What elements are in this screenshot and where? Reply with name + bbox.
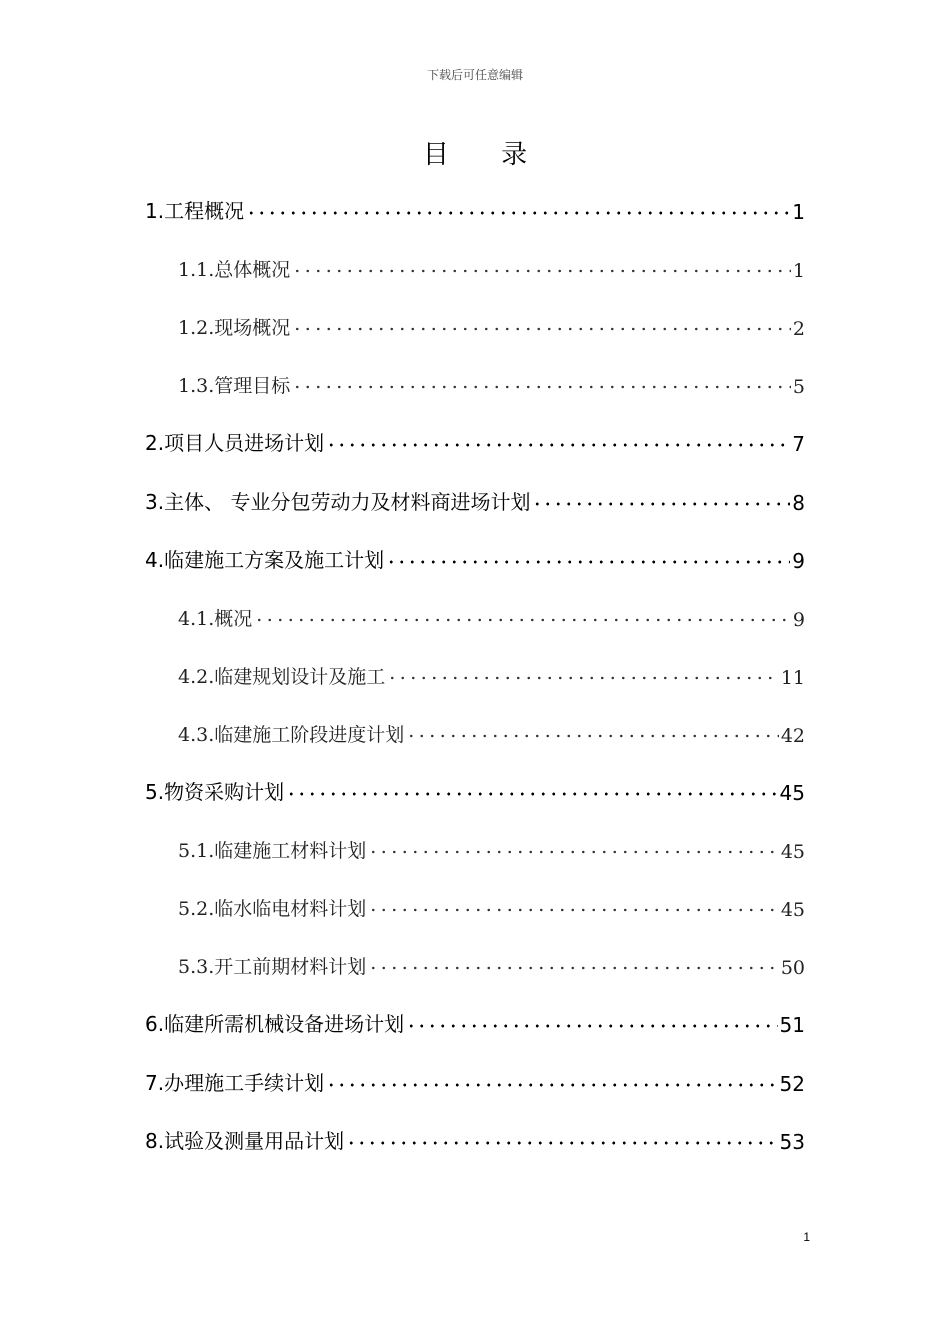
toc-entry-label: 1.1.总体概况 — [178, 259, 291, 281]
toc-entry-label: 5.物资采购计划 — [145, 780, 285, 804]
dot-leader — [326, 1080, 777, 1090]
dot-leader — [406, 1021, 777, 1031]
dot-leader — [387, 673, 779, 683]
dot-leader — [246, 208, 790, 218]
toc-entry-page: 5 — [792, 376, 805, 398]
toc-entry-page: 9 — [792, 609, 805, 631]
toc-entry-page: 45 — [779, 781, 805, 805]
toc-entry[interactable] — [178, 366, 805, 398]
toc-entry[interactable] — [178, 599, 805, 631]
toc-entry-page: 50 — [780, 957, 805, 979]
page-number: 1 — [803, 1230, 810, 1244]
dot-leader — [368, 963, 779, 973]
toc-entry-label: 4.3.临建施工阶段进度计划 — [178, 724, 405, 746]
toc-entry-page: 45 — [780, 899, 805, 921]
toc-entry-page: 42 — [780, 725, 805, 747]
toc-entry-page: 7 — [792, 432, 805, 456]
dot-leader — [292, 382, 791, 392]
dot-leader — [368, 905, 779, 915]
toc-title: 目 录 — [422, 140, 550, 170]
toc-entry-label: 8.试验及测量用品计划 — [145, 1129, 345, 1153]
toc-entry-label: 1.2.现场概况 — [178, 317, 291, 339]
toc-entry[interactable] — [178, 715, 805, 747]
toc-entry-label: 1.3.管理目标 — [178, 375, 291, 397]
dot-leader — [368, 847, 779, 857]
toc-entry-label: 4.临建施工方案及施工计划 — [145, 548, 385, 572]
dot-leader — [254, 615, 791, 625]
toc-entry-label: 7.办理施工手续计划 — [145, 1071, 325, 1095]
toc-entry-page: 9 — [792, 549, 805, 573]
toc-entry[interactable] — [145, 773, 805, 805]
toc-entry[interactable] — [145, 1005, 805, 1037]
toc-entry-label: 4.2.临建规划设计及施工 — [178, 666, 386, 688]
toc-entry[interactable] — [178, 250, 805, 282]
toc-entry-page: 52 — [779, 1072, 805, 1096]
dot-leader — [346, 1138, 777, 1148]
toc-entry-page: 8 — [792, 491, 805, 515]
toc-entry-page: 51 — [779, 1013, 805, 1037]
toc-entry[interactable] — [145, 424, 805, 456]
toc-entry-label: 1.工程概况 — [145, 199, 245, 223]
toc-entry-label: 5.2.临水临电材料计划 — [178, 898, 367, 920]
dot-leader — [292, 266, 791, 276]
toc-entry[interactable] — [178, 657, 805, 689]
dot-leader — [286, 789, 777, 799]
toc-entry[interactable] — [145, 1122, 805, 1154]
header-note: 下载后可任意编辑 — [426, 68, 523, 82]
toc-entry[interactable] — [145, 483, 805, 515]
dot-leader — [532, 499, 790, 509]
toc-entry[interactable] — [178, 889, 805, 921]
toc-entry-page: 11 — [780, 667, 805, 689]
toc-entry[interactable] — [178, 308, 805, 340]
toc-entry-label: 6.临建所需机械设备进场计划 — [145, 1012, 405, 1036]
toc-entry[interactable] — [178, 947, 805, 979]
toc-entry[interactable] — [145, 541, 805, 573]
toc-entry-page: 2 — [792, 318, 805, 340]
toc-entry-label: 3.主体、 专业分包劳动力及材料商进场计划 — [145, 490, 531, 514]
toc-entry-page: 1 — [792, 260, 805, 282]
toc-entry-page: 53 — [779, 1130, 805, 1154]
toc-entry[interactable] — [145, 192, 805, 224]
toc-entry[interactable] — [178, 831, 805, 863]
dot-leader — [386, 557, 790, 567]
toc-entry-label: 5.3.开工前期材料计划 — [178, 956, 367, 978]
toc-entry-label: 5.1.临建施工材料计划 — [178, 840, 367, 862]
dot-leader — [292, 324, 791, 334]
toc-entry-page: 45 — [780, 841, 805, 863]
dot-leader — [326, 440, 790, 450]
toc-entry-page: 1 — [792, 200, 805, 224]
toc-entry[interactable] — [145, 1064, 805, 1096]
toc-entry-label: 2.项目人员进场计划 — [145, 431, 325, 455]
toc-entry-label: 4.1.概况 — [178, 608, 253, 630]
dot-leader — [406, 731, 779, 741]
